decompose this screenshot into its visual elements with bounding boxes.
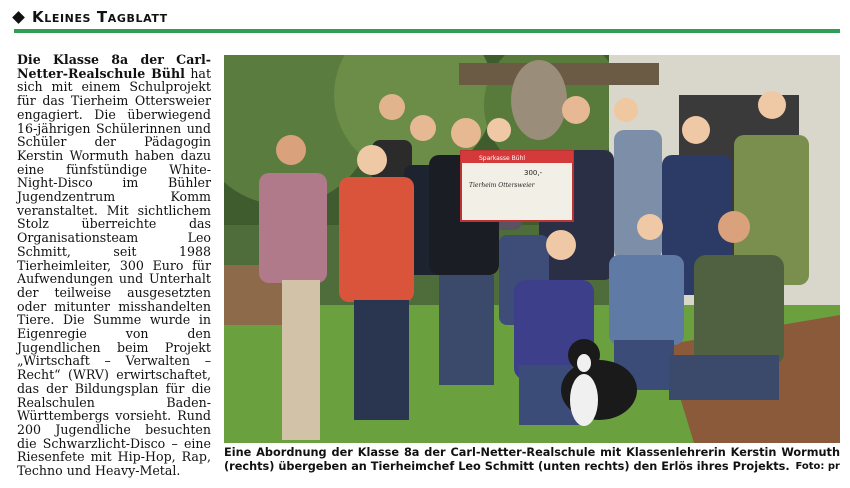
article-body xyxy=(17,53,211,478)
photo-caption: Eine Abordnung der Klasse 8a der Carl-Netter-Realschule mit Klassenlehrerin Kerstin Wormuth (rechts) übergeben an Tierheimchef Leo Schmitt (unten rechts) den Erlös ihres Projekts. xyxy=(224,446,840,473)
photo-credit: Foto: pr xyxy=(795,461,840,472)
section-header xyxy=(12,8,168,26)
photo-illustration xyxy=(224,55,840,443)
check-payee-label: Tierheim Ottersweier xyxy=(469,182,535,189)
header-rule xyxy=(14,29,840,33)
section-title: Kleines Tagblatt xyxy=(32,8,168,26)
article-lead: Die Klasse 8a der Carl-Netter-Realschule Bühl xyxy=(17,52,211,81)
check-bank-label: Sparkasse Bühl xyxy=(479,155,526,162)
group-photo xyxy=(224,55,840,443)
check-amount-label: 300,- xyxy=(524,169,543,177)
diamond-bullet-icon xyxy=(12,11,25,24)
article-text: hat sich mit einem Schulprojekt für das Tierheim Ottersweier engagiert. Die überwiegend 16-jährigen Schülerinnen und Schüler der Pädagogin Kerstin Wormuth haben dazu eine fünfstündige White-Night-Disco im Bühler Jugendzentrum Komm veranstaltet. Mit sichtlichem Stolz überreichte das Organisationsteam Leo Schmitt, seit 1988 Tierheimleiter, 300 Euro für Aufwendungen und Unterhalt der teilweise ausgesetzten oder mitunter misshandelten Tiere. Die Summe wurde in Eigenregie von den Jugendlichen beim Projekt „Wirtschaft – Verwalten – Recht“ (WRV) erwirtschaftet, das der Bildungsplan für die Realschulen Baden-Württembergs vorsieht. Rund 200 Jugendliche besuchten die Schwarzlicht-Disco – eine Riesenfete mit Hip-Hop, Rap, Techno und Heavy-Metal. xyxy=(17,65,212,479)
